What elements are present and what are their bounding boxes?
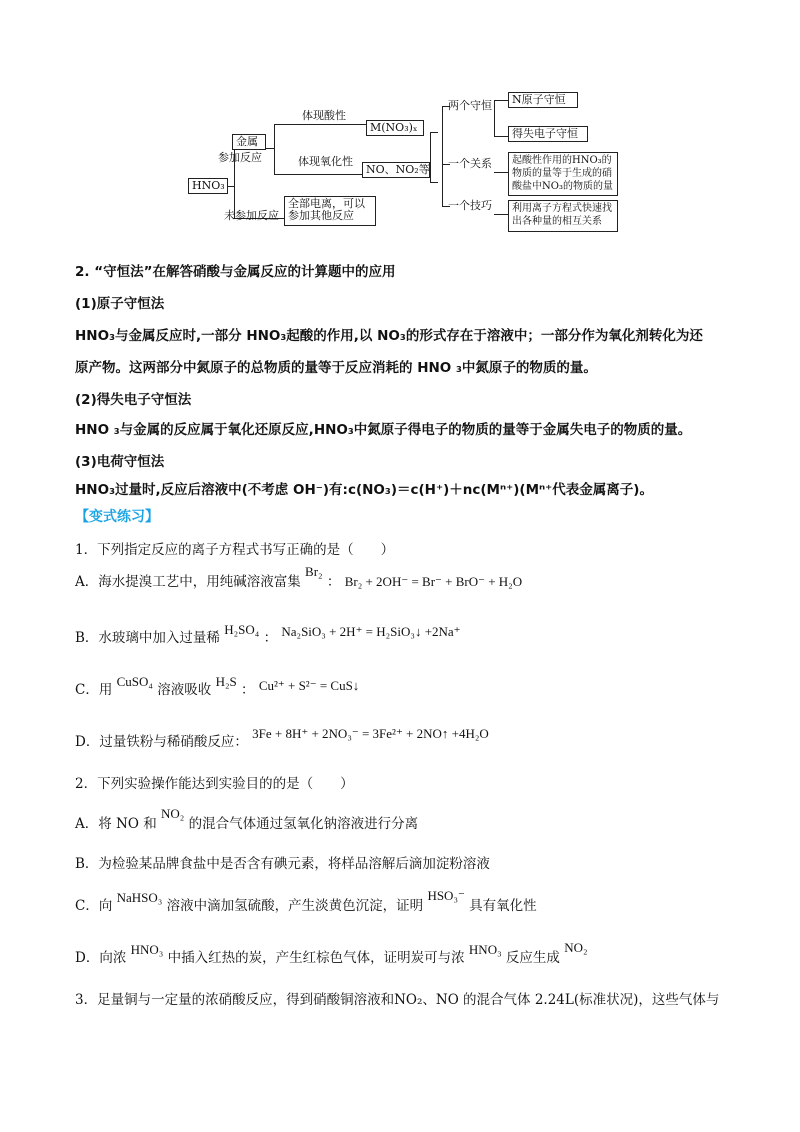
acid-label: 体现酸性 bbox=[302, 109, 346, 122]
q2-option-a[interactable] bbox=[75, 806, 419, 832]
q2-d-text3: 反应生成 bbox=[505, 950, 560, 966]
q2-a-sym: NO₂ bbox=[161, 806, 185, 821]
q2-c-sym2: HSO₃⁻ bbox=[427, 888, 465, 903]
q2-d-sym1: HNO₃ bbox=[130, 942, 164, 957]
q2-c-text1: C．向 bbox=[75, 898, 113, 914]
tech-box: 利用离子方程式快速找出各种量的相互关系 bbox=[508, 200, 618, 232]
q2-d-sym3: NO₂ bbox=[564, 940, 588, 955]
e-cons-box: 得失电子守恒 bbox=[508, 126, 588, 142]
metal-box: 金属 bbox=[232, 134, 266, 150]
para-atom-2: 原产物。这两部分中氮原子的总物质的量等于反应消耗的 HNO ₃中氮原子的物质的量。 bbox=[75, 360, 597, 376]
q1-c-text1: C．用 bbox=[75, 682, 113, 698]
one-tech-label: 一个技巧 bbox=[448, 199, 492, 212]
sub-heading-charge: (3)电荷守恒法 bbox=[75, 454, 165, 470]
react-label: 参加反应 bbox=[218, 151, 262, 164]
q2-a-text2: 的混合气体通过氢氧化钠溶液进行分离 bbox=[188, 816, 419, 832]
q2-stem: 2．下列实验操作能达到实验目的的是（ ） bbox=[75, 776, 354, 792]
hno3-reaction-diagram bbox=[180, 92, 620, 234]
mno3-box: M(NO₃)ₓ bbox=[366, 120, 424, 136]
q1-c-sym1: CuSO₄ bbox=[116, 674, 153, 689]
q1-option-a[interactable]: A．海水提溴工艺中，用纯碱溶液富集 Br₂ ： Br₂ + 2OH⁻ = Br⁻ + BrO⁻ + H₂O bbox=[75, 564, 523, 590]
q1-d-text: D．过量铁粉与稀硝酸反应： bbox=[75, 734, 248, 750]
q1-a-sym: Br₂ bbox=[305, 564, 323, 579]
q1-d-equation: 3Fe + 8H⁺ + 2NO₃⁻ = 3Fe²⁺ + 2NO↑ +4H₂O bbox=[252, 726, 489, 741]
sub-heading-electron: (2)得失电子守恒法 bbox=[75, 392, 192, 408]
q1-a-text: A．海水提溴工艺中，用纯碱溶液富集 bbox=[75, 574, 301, 590]
practice-tag: 【变式练习】 bbox=[75, 509, 159, 525]
q1-c-equation: Cu²⁺ + S²⁻ = CuS↓ bbox=[258, 678, 360, 693]
q2-c-text2: 溶液中滴加氢硫酸，产生淡黄色沉淀，证明 bbox=[166, 898, 424, 914]
q2-c-sym1: NaHSO₃ bbox=[116, 890, 163, 905]
q1-stem: 1．下列指定反应的离子方程式书写正确的是（ ） bbox=[75, 542, 395, 558]
hno3-box: HNO₃ bbox=[188, 178, 228, 194]
q2-d-text1: D．向浓 bbox=[75, 950, 127, 966]
q1-b-sym: H₂SO₄ bbox=[224, 622, 260, 637]
one-rel-label: 一个关系 bbox=[448, 157, 492, 170]
para-atom-1: HNO₃与金属反应时,一部分 HNO₃起酸的作用,以 NO₃的形式存在于溶液中；一部分作为氧化剂转化为还 bbox=[75, 328, 703, 344]
q2-a-text1: A．将 NO 和 bbox=[75, 816, 157, 832]
q1-b-text: B．水玻璃中加入过量稀 bbox=[75, 630, 220, 646]
q2-d-sym2: HNO₃ bbox=[468, 942, 502, 957]
q1-a-equation: Br₂ + 2OH⁻ = Br⁻ + BrO⁻ + H₂O bbox=[344, 574, 523, 589]
q2-option-b[interactable] bbox=[75, 852, 490, 872]
q1-b-equation: Na₂SiO₃ + 2H⁺ = H₂SiO₃↓ +2Na⁺ bbox=[281, 624, 461, 639]
sub-heading-atom: (1)原子守恒法 bbox=[75, 296, 165, 312]
q2-option-d[interactable] bbox=[75, 940, 588, 966]
q1-c-sym2: H₂S bbox=[215, 674, 237, 689]
para-electron: HNO ₃与金属的反应属于氧化还原反应,HNO₃中氮原子得电子的物质的量等于金属失电子的物质的量。 bbox=[75, 422, 692, 438]
q2-c-text3: 具有氧化性 bbox=[469, 898, 537, 914]
n-cons-box: N原子守恒 bbox=[508, 92, 578, 108]
two-cons-label: 两个守恒 bbox=[448, 99, 492, 112]
q1-option-b[interactable]: B．水玻璃中加入过量稀 H₂SO₄ ： Na₂SiO₃ + 2H⁺ = H₂SiO₃↓ +2Na⁺ bbox=[75, 622, 461, 646]
q1-c-text2: 溶液吸收 bbox=[157, 682, 212, 698]
para-charge: HNO₃过量时,反应后溶液中(不考虑 OH⁻)有:c(NO₃)＝c(H⁺)＋nc(Mⁿ⁺)(Mⁿ⁺代表金属离子)。 bbox=[75, 482, 653, 498]
oxid-label: 体现氧化性 bbox=[298, 155, 353, 168]
q1-option-d[interactable] bbox=[75, 726, 489, 750]
q2-option-c[interactable] bbox=[75, 888, 537, 914]
no-no2-box: NO、NO₂等 bbox=[362, 162, 430, 178]
rel-box: 起酸性作用的HNO₃的物质的量等于生成的硝酸盐中NO₃的物质的量 bbox=[508, 152, 618, 196]
q2-d-text2: 中插入红热的炭，产生红棕色气体，证明炭可与浓 bbox=[167, 950, 465, 966]
q1-option-c[interactable]: C．用 CuSO₄ 溶液吸收 H₂S ： Cu²⁺ + S²⁻ = CuS↓ bbox=[75, 674, 360, 698]
q3-stem: 3．足量铜与一定量的浓硝酸反应，得到硝酸铜溶液和NO₂、NO 的混合气体 2.24L(标准状况)，这些气体与 bbox=[75, 992, 720, 1008]
section-heading: 2. “守恒法”在解答硝酸与金属反应的计算题中的应用 bbox=[75, 264, 396, 280]
no-react-label: 未参加反应 bbox=[224, 209, 279, 222]
q2-b-text: B．为检验某品牌食盐中是否含有碘元素，将样品溶解后滴加淀粉溶液 bbox=[75, 856, 490, 872]
full-ion-box: 全部电离，可以参加其他反应 bbox=[284, 196, 376, 226]
